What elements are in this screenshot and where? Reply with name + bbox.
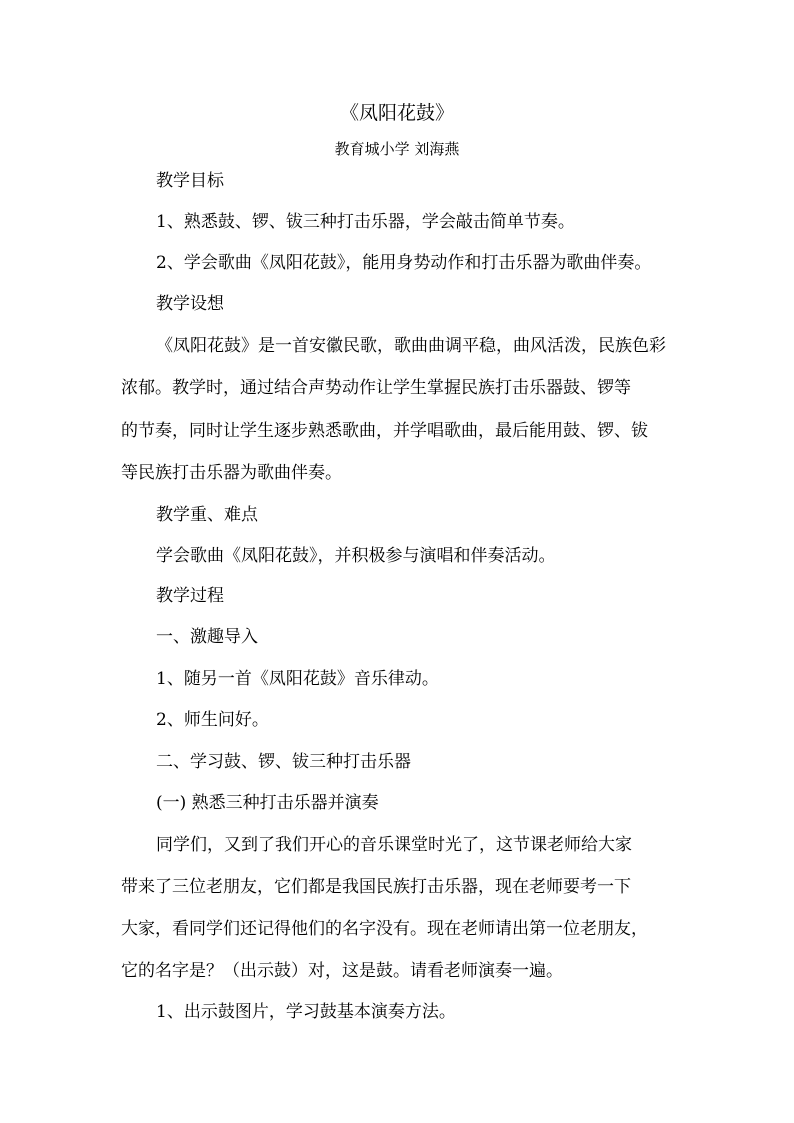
part2-paragraph-line: 它的名字是？（出示鼓）对，这是鼓。请看老师演奏一遍。: [121, 961, 563, 981]
design-heading: 教学设想: [156, 294, 224, 314]
part2-heading: 二、学习鼓、锣、钹三种打击乐器: [156, 752, 411, 772]
design-paragraph-line: 浓郁。教学时，通过结合声势动作让学生掌握民族打击乐器鼓、锣等: [121, 378, 631, 398]
part2-paragraph-line: 大家，看同学们还记得他们的名字没有。现在老师请出第一位老朋友，: [121, 919, 648, 939]
focus-text: 学会歌曲《凤阳花鼓》，并积极参与演唱和伴奏活动。: [156, 546, 556, 566]
design-paragraph-line: 的节奏，同时让学生逐步熟悉歌曲，并学唱歌曲，最后能用鼓、锣、钹: [121, 421, 648, 441]
focus-heading: 教学重、难点: [156, 505, 258, 525]
part2-paragraph-line: 同学们，又到了我们开心的音乐课堂时光了，这节课老师给大家: [156, 835, 632, 855]
design-paragraph-line: 《凤阳花鼓》是一首安徽民歌，歌曲曲调平稳，曲风活泼，民族色彩: [156, 336, 666, 356]
part2-subheading: (一) 熟悉三种打击乐器并演奏: [156, 793, 379, 813]
goals-heading: 教学目标: [156, 171, 224, 191]
goal-item-1: 1、熟悉鼓、锣、钹三种打击乐器，学会敲击简单节奏。: [156, 212, 575, 232]
document-title: 《凤阳花鼓》: [339, 102, 454, 124]
part2-item-1: 1、出示鼓图片，学习鼓基本演奏方法。: [156, 1002, 456, 1022]
part1-item-2: 2、师生问好。: [156, 710, 269, 730]
design-paragraph-line: 等民族打击乐器为歌曲伴奏。: [121, 463, 342, 483]
part1-heading: 一、激趣导入: [156, 627, 258, 647]
part2-paragraph-line: 带来了三位老朋友，它们都是我国民族打击乐器，现在老师要考一下: [121, 877, 631, 897]
part1-item-1: 1、随另一首《凤阳花鼓》音乐律动。: [156, 669, 439, 689]
goal-item-2: 2、学会歌曲《凤阳花鼓》，能用身势动作和打击乐器为歌曲伴奏。: [156, 253, 652, 273]
author-line: 教育城小学 刘海燕: [334, 140, 460, 158]
process-heading: 教学过程: [156, 586, 224, 606]
